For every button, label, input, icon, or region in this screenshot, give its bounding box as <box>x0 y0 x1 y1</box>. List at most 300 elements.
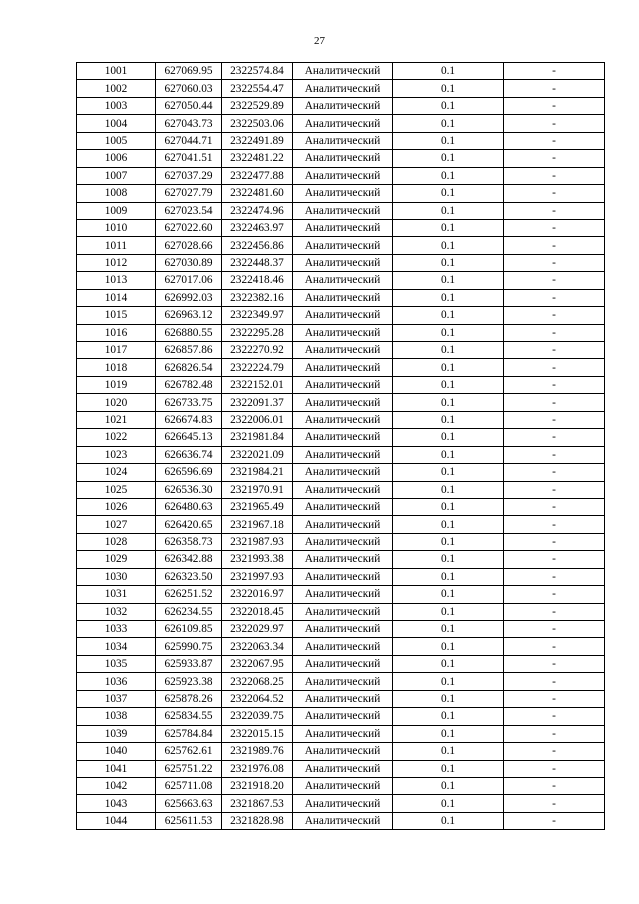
point-number-cell: 1034 <box>77 638 156 655</box>
method-cell: Аналитический <box>293 760 393 777</box>
accuracy-cell: 0.1 <box>393 551 504 568</box>
point-number-cell: 1041 <box>77 760 156 777</box>
accuracy-cell: 0.1 <box>393 708 504 725</box>
y-coordinate-cell: 2322448.37 <box>222 254 293 271</box>
accuracy-cell: 0.1 <box>393 307 504 324</box>
point-number-cell: 1016 <box>77 324 156 341</box>
table-row <box>77 690 605 707</box>
accuracy-cell: 0.1 <box>393 690 504 707</box>
accuracy-cell: 0.1 <box>393 586 504 603</box>
point-number-cell: 1043 <box>77 795 156 812</box>
y-coordinate-cell: 2322574.84 <box>222 63 293 80</box>
point-number-cell: 1028 <box>77 533 156 550</box>
y-coordinate-cell: 2322016.97 <box>222 586 293 603</box>
x-coordinate-cell: 626536.30 <box>156 481 222 498</box>
table-row <box>77 673 605 690</box>
accuracy-cell: 0.1 <box>393 429 504 446</box>
method-cell: Аналитический <box>293 551 393 568</box>
table-row <box>77 568 605 585</box>
description-cell: - <box>504 812 605 829</box>
method-cell: Аналитический <box>293 272 393 289</box>
description-cell: - <box>504 411 605 428</box>
description-cell: - <box>504 115 605 132</box>
x-coordinate-cell: 627023.54 <box>156 202 222 219</box>
table-row <box>77 97 605 114</box>
method-cell: Аналитический <box>293 603 393 620</box>
accuracy-cell: 0.1 <box>393 812 504 829</box>
y-coordinate-cell: 2322295.28 <box>222 324 293 341</box>
accuracy-cell: 0.1 <box>393 132 504 149</box>
y-coordinate-cell: 2322067.95 <box>222 655 293 672</box>
method-cell: Аналитический <box>293 533 393 550</box>
table-row <box>77 446 605 463</box>
table-row <box>77 655 605 672</box>
y-coordinate-cell: 2322554.47 <box>222 80 293 97</box>
point-number-cell: 1042 <box>77 777 156 794</box>
method-cell: Аналитический <box>293 219 393 236</box>
method-cell: Аналитический <box>293 725 393 742</box>
accuracy-cell: 0.1 <box>393 342 504 359</box>
accuracy-cell: 0.1 <box>393 150 504 167</box>
method-cell: Аналитический <box>293 115 393 132</box>
y-coordinate-cell: 2322006.01 <box>222 411 293 428</box>
x-coordinate-cell: 625751.22 <box>156 760 222 777</box>
point-number-cell: 1026 <box>77 498 156 515</box>
point-number-cell: 1018 <box>77 359 156 376</box>
method-cell: Аналитический <box>293 80 393 97</box>
accuracy-cell: 0.1 <box>393 115 504 132</box>
x-coordinate-cell: 627017.06 <box>156 272 222 289</box>
x-coordinate-cell: 625878.26 <box>156 690 222 707</box>
accuracy-cell: 0.1 <box>393 376 504 393</box>
y-coordinate-cell: 2322039.75 <box>222 708 293 725</box>
description-cell: - <box>504 655 605 672</box>
method-cell: Аналитический <box>293 289 393 306</box>
description-cell: - <box>504 533 605 550</box>
x-coordinate-cell: 626420.65 <box>156 516 222 533</box>
description-cell: - <box>504 795 605 812</box>
point-number-cell: 1013 <box>77 272 156 289</box>
table-row <box>77 150 605 167</box>
x-coordinate-cell: 625933.87 <box>156 655 222 672</box>
method-cell: Аналитический <box>293 411 393 428</box>
y-coordinate-cell: 2321997.93 <box>222 568 293 585</box>
description-cell: - <box>504 289 605 306</box>
y-coordinate-cell: 2322018.45 <box>222 603 293 620</box>
description-cell: - <box>504 307 605 324</box>
y-coordinate-cell: 2321867.53 <box>222 795 293 812</box>
y-coordinate-cell: 2321984.21 <box>222 464 293 481</box>
y-coordinate-cell: 2321918.20 <box>222 777 293 794</box>
method-cell: Аналитический <box>293 97 393 114</box>
point-number-cell: 1012 <box>77 254 156 271</box>
table-row <box>77 272 605 289</box>
accuracy-cell: 0.1 <box>393 272 504 289</box>
accuracy-cell: 0.1 <box>393 394 504 411</box>
method-cell: Аналитический <box>293 376 393 393</box>
method-cell: Аналитический <box>293 743 393 760</box>
accuracy-cell: 0.1 <box>393 289 504 306</box>
x-coordinate-cell: 626342.88 <box>156 551 222 568</box>
accuracy-cell: 0.1 <box>393 237 504 254</box>
method-cell: Аналитический <box>293 795 393 812</box>
x-coordinate-cell: 626636.74 <box>156 446 222 463</box>
method-cell: Аналитический <box>293 568 393 585</box>
point-number-cell: 1033 <box>77 621 156 638</box>
method-cell: Аналитический <box>293 307 393 324</box>
point-number-cell: 1009 <box>77 202 156 219</box>
point-number-cell: 1015 <box>77 307 156 324</box>
point-number-cell: 1038 <box>77 708 156 725</box>
description-cell: - <box>504 254 605 271</box>
point-number-cell: 1005 <box>77 132 156 149</box>
accuracy-cell: 0.1 <box>393 795 504 812</box>
point-number-cell: 1006 <box>77 150 156 167</box>
x-coordinate-cell: 626480.63 <box>156 498 222 515</box>
x-coordinate-cell: 626826.54 <box>156 359 222 376</box>
accuracy-cell: 0.1 <box>393 638 504 655</box>
y-coordinate-cell: 2322224.79 <box>222 359 293 376</box>
x-coordinate-cell: 626234.55 <box>156 603 222 620</box>
point-number-cell: 1032 <box>77 603 156 620</box>
x-coordinate-cell: 626645.13 <box>156 429 222 446</box>
table-row <box>77 237 605 254</box>
x-coordinate-cell: 626857.86 <box>156 342 222 359</box>
y-coordinate-cell: 2321967.18 <box>222 516 293 533</box>
description-cell: - <box>504 185 605 202</box>
method-cell: Аналитический <box>293 324 393 341</box>
method-cell: Аналитический <box>293 481 393 498</box>
point-number-cell: 1008 <box>77 185 156 202</box>
y-coordinate-cell: 2322021.09 <box>222 446 293 463</box>
table-row <box>77 185 605 202</box>
accuracy-cell: 0.1 <box>393 516 504 533</box>
x-coordinate-cell: 625784.84 <box>156 725 222 742</box>
accuracy-cell: 0.1 <box>393 533 504 550</box>
table-row <box>77 551 605 568</box>
description-cell: - <box>504 516 605 533</box>
y-coordinate-cell: 2321993.38 <box>222 551 293 568</box>
x-coordinate-cell: 626596.69 <box>156 464 222 481</box>
accuracy-cell: 0.1 <box>393 603 504 620</box>
description-cell: - <box>504 167 605 184</box>
y-coordinate-cell: 2322503.06 <box>222 115 293 132</box>
method-cell: Аналитический <box>293 394 393 411</box>
method-cell: Аналитический <box>293 638 393 655</box>
accuracy-cell: 0.1 <box>393 63 504 80</box>
y-coordinate-cell: 2322529.89 <box>222 97 293 114</box>
table-row <box>77 621 605 638</box>
table-row <box>77 115 605 132</box>
x-coordinate-cell: 626992.03 <box>156 289 222 306</box>
y-coordinate-cell: 2321989.76 <box>222 743 293 760</box>
x-coordinate-cell: 626880.55 <box>156 324 222 341</box>
description-cell: - <box>504 673 605 690</box>
description-cell: - <box>504 324 605 341</box>
accuracy-cell: 0.1 <box>393 673 504 690</box>
point-number-cell: 1036 <box>77 673 156 690</box>
y-coordinate-cell: 2321965.49 <box>222 498 293 515</box>
point-number-cell: 1040 <box>77 743 156 760</box>
description-cell: - <box>504 568 605 585</box>
description-cell: - <box>504 481 605 498</box>
accuracy-cell: 0.1 <box>393 185 504 202</box>
point-number-cell: 1010 <box>77 219 156 236</box>
x-coordinate-cell: 625762.61 <box>156 743 222 760</box>
accuracy-cell: 0.1 <box>393 359 504 376</box>
table-row <box>77 586 605 603</box>
description-cell: - <box>504 464 605 481</box>
table-row <box>77 777 605 794</box>
table-row <box>77 638 605 655</box>
description-cell: - <box>504 638 605 655</box>
accuracy-cell: 0.1 <box>393 167 504 184</box>
method-cell: Аналитический <box>293 655 393 672</box>
accuracy-cell: 0.1 <box>393 411 504 428</box>
table-row <box>77 202 605 219</box>
page-number: 27 <box>314 35 325 47</box>
accuracy-cell: 0.1 <box>393 254 504 271</box>
description-cell: - <box>504 150 605 167</box>
table-row <box>77 481 605 498</box>
x-coordinate-cell: 627050.44 <box>156 97 222 114</box>
method-cell: Аналитический <box>293 185 393 202</box>
description-cell: - <box>504 725 605 742</box>
y-coordinate-cell: 2322152.01 <box>222 376 293 393</box>
description-cell: - <box>504 272 605 289</box>
x-coordinate-cell: 625990.75 <box>156 638 222 655</box>
x-coordinate-cell: 625923.38 <box>156 673 222 690</box>
description-cell: - <box>504 429 605 446</box>
description-cell: - <box>504 603 605 620</box>
x-coordinate-cell: 626782.48 <box>156 376 222 393</box>
accuracy-cell: 0.1 <box>393 464 504 481</box>
table-row <box>77 760 605 777</box>
description-cell: - <box>504 132 605 149</box>
table-row <box>77 254 605 271</box>
method-cell: Аналитический <box>293 342 393 359</box>
point-number-cell: 1003 <box>77 97 156 114</box>
description-cell: - <box>504 621 605 638</box>
x-coordinate-cell: 626358.73 <box>156 533 222 550</box>
description-cell: - <box>504 63 605 80</box>
point-number-cell: 1024 <box>77 464 156 481</box>
y-coordinate-cell: 2322418.46 <box>222 272 293 289</box>
point-number-cell: 1011 <box>77 237 156 254</box>
point-number-cell: 1031 <box>77 586 156 603</box>
description-cell: - <box>504 760 605 777</box>
table-row <box>77 411 605 428</box>
x-coordinate-cell: 625611.53 <box>156 812 222 829</box>
table-row <box>77 708 605 725</box>
table-row <box>77 394 605 411</box>
accuracy-cell: 0.1 <box>393 481 504 498</box>
y-coordinate-cell: 2322029.97 <box>222 621 293 638</box>
y-coordinate-cell: 2322481.22 <box>222 150 293 167</box>
y-coordinate-cell: 2322491.89 <box>222 132 293 149</box>
description-cell: - <box>504 97 605 114</box>
method-cell: Аналитический <box>293 708 393 725</box>
table-row <box>77 63 605 80</box>
accuracy-cell: 0.1 <box>393 498 504 515</box>
method-cell: Аналитический <box>293 446 393 463</box>
description-cell: - <box>504 359 605 376</box>
table-row <box>77 533 605 550</box>
x-coordinate-cell: 627041.51 <box>156 150 222 167</box>
coordinates-table <box>76 62 605 830</box>
description-cell: - <box>504 80 605 97</box>
x-coordinate-cell: 627043.73 <box>156 115 222 132</box>
description-cell: - <box>504 237 605 254</box>
method-cell: Аналитический <box>293 202 393 219</box>
method-cell: Аналитический <box>293 429 393 446</box>
method-cell: Аналитический <box>293 237 393 254</box>
point-number-cell: 1025 <box>77 481 156 498</box>
description-cell: - <box>504 219 605 236</box>
y-coordinate-cell: 2321976.08 <box>222 760 293 777</box>
description-cell: - <box>504 743 605 760</box>
table-row <box>77 498 605 515</box>
table-row <box>77 132 605 149</box>
point-number-cell: 1029 <box>77 551 156 568</box>
y-coordinate-cell: 2321828.98 <box>222 812 293 829</box>
point-number-cell: 1019 <box>77 376 156 393</box>
coordinates-table-body <box>77 63 605 830</box>
method-cell: Аналитический <box>293 777 393 794</box>
table-row <box>77 219 605 236</box>
accuracy-cell: 0.1 <box>393 743 504 760</box>
table-row <box>77 516 605 533</box>
y-coordinate-cell: 2322481.60 <box>222 185 293 202</box>
x-coordinate-cell: 626674.83 <box>156 411 222 428</box>
y-coordinate-cell: 2322463.97 <box>222 219 293 236</box>
x-coordinate-cell: 627028.66 <box>156 237 222 254</box>
method-cell: Аналитический <box>293 586 393 603</box>
table-row <box>77 307 605 324</box>
description-cell: - <box>504 394 605 411</box>
description-cell: - <box>504 376 605 393</box>
point-number-cell: 1023 <box>77 446 156 463</box>
x-coordinate-cell: 625711.08 <box>156 777 222 794</box>
x-coordinate-cell: 627030.89 <box>156 254 222 271</box>
table-row <box>77 429 605 446</box>
point-number-cell: 1001 <box>77 63 156 80</box>
x-coordinate-cell: 626251.52 <box>156 586 222 603</box>
method-cell: Аналитический <box>293 359 393 376</box>
description-cell: - <box>504 551 605 568</box>
method-cell: Аналитический <box>293 254 393 271</box>
x-coordinate-cell: 625663.63 <box>156 795 222 812</box>
y-coordinate-cell: 2322382.16 <box>222 289 293 306</box>
method-cell: Аналитический <box>293 464 393 481</box>
table-row <box>77 464 605 481</box>
y-coordinate-cell: 2322091.37 <box>222 394 293 411</box>
point-number-cell: 1020 <box>77 394 156 411</box>
method-cell: Аналитический <box>293 690 393 707</box>
x-coordinate-cell: 626109.85 <box>156 621 222 638</box>
point-number-cell: 1037 <box>77 690 156 707</box>
accuracy-cell: 0.1 <box>393 324 504 341</box>
point-number-cell: 1030 <box>77 568 156 585</box>
y-coordinate-cell: 2321970.91 <box>222 481 293 498</box>
accuracy-cell: 0.1 <box>393 202 504 219</box>
table-row <box>77 603 605 620</box>
table-row <box>77 743 605 760</box>
x-coordinate-cell: 627044.71 <box>156 132 222 149</box>
description-cell: - <box>504 202 605 219</box>
y-coordinate-cell: 2321987.93 <box>222 533 293 550</box>
method-cell: Аналитический <box>293 150 393 167</box>
y-coordinate-cell: 2322456.86 <box>222 237 293 254</box>
accuracy-cell: 0.1 <box>393 97 504 114</box>
y-coordinate-cell: 2322063.34 <box>222 638 293 655</box>
description-cell: - <box>504 690 605 707</box>
accuracy-cell: 0.1 <box>393 219 504 236</box>
point-number-cell: 1014 <box>77 289 156 306</box>
x-coordinate-cell: 627037.29 <box>156 167 222 184</box>
point-number-cell: 1007 <box>77 167 156 184</box>
accuracy-cell: 0.1 <box>393 568 504 585</box>
x-coordinate-cell: 626323.50 <box>156 568 222 585</box>
table-row <box>77 725 605 742</box>
y-coordinate-cell: 2322068.25 <box>222 673 293 690</box>
x-coordinate-cell: 626733.75 <box>156 394 222 411</box>
description-cell: - <box>504 708 605 725</box>
x-coordinate-cell: 625834.55 <box>156 708 222 725</box>
x-coordinate-cell: 626963.12 <box>156 307 222 324</box>
point-number-cell: 1022 <box>77 429 156 446</box>
method-cell: Аналитический <box>293 621 393 638</box>
y-coordinate-cell: 2322474.96 <box>222 202 293 219</box>
y-coordinate-cell: 2322349.97 <box>222 307 293 324</box>
accuracy-cell: 0.1 <box>393 725 504 742</box>
table-row <box>77 324 605 341</box>
y-coordinate-cell: 2322270.92 <box>222 342 293 359</box>
method-cell: Аналитический <box>293 498 393 515</box>
accuracy-cell: 0.1 <box>393 655 504 672</box>
method-cell: Аналитический <box>293 812 393 829</box>
description-cell: - <box>504 777 605 794</box>
accuracy-cell: 0.1 <box>393 446 504 463</box>
table-row <box>77 289 605 306</box>
point-number-cell: 1039 <box>77 725 156 742</box>
method-cell: Аналитический <box>293 132 393 149</box>
x-coordinate-cell: 627060.03 <box>156 80 222 97</box>
description-cell: - <box>504 446 605 463</box>
table-row <box>77 376 605 393</box>
accuracy-cell: 0.1 <box>393 777 504 794</box>
table-row <box>77 80 605 97</box>
point-number-cell: 1021 <box>77 411 156 428</box>
x-coordinate-cell: 627022.60 <box>156 219 222 236</box>
table-row <box>77 359 605 376</box>
accuracy-cell: 0.1 <box>393 760 504 777</box>
method-cell: Аналитический <box>293 167 393 184</box>
accuracy-cell: 0.1 <box>393 621 504 638</box>
point-number-cell: 1035 <box>77 655 156 672</box>
method-cell: Аналитический <box>293 673 393 690</box>
table-row <box>77 812 605 829</box>
point-number-cell: 1004 <box>77 115 156 132</box>
point-number-cell: 1044 <box>77 812 156 829</box>
method-cell: Аналитический <box>293 63 393 80</box>
x-coordinate-cell: 627069.95 <box>156 63 222 80</box>
x-coordinate-cell: 627027.79 <box>156 185 222 202</box>
point-number-cell: 1017 <box>77 342 156 359</box>
description-cell: - <box>504 586 605 603</box>
y-coordinate-cell: 2322064.52 <box>222 690 293 707</box>
method-cell: Аналитический <box>293 516 393 533</box>
